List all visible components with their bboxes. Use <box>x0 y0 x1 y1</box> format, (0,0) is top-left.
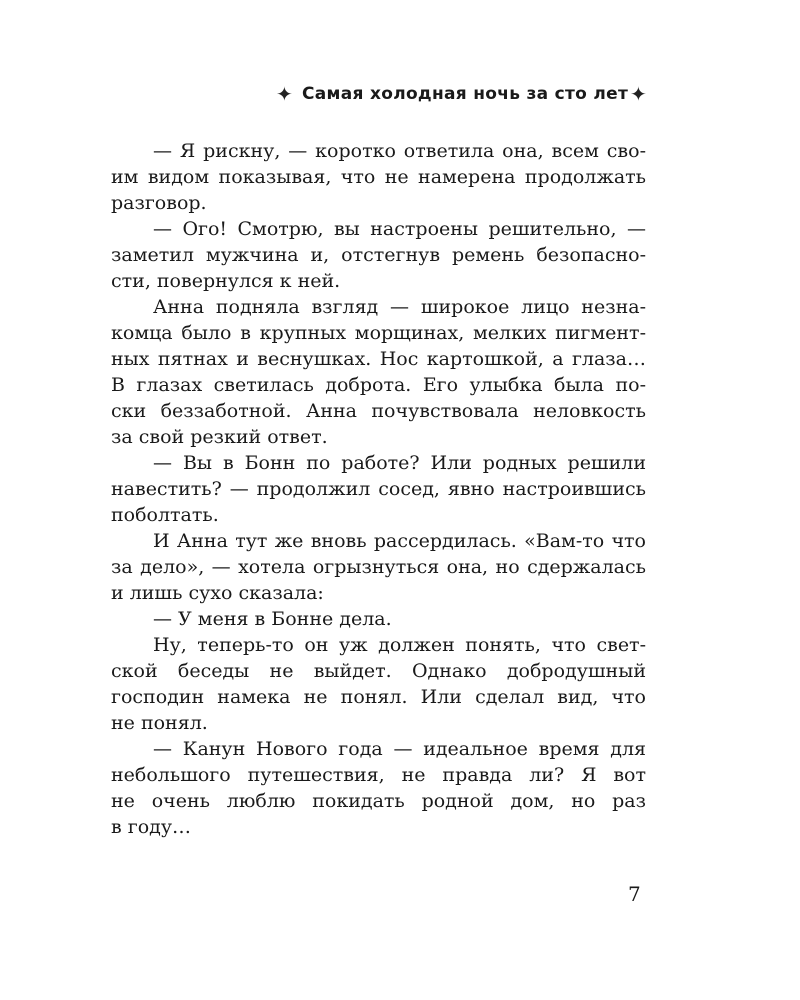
text-line: за свой резкий ответ. <box>111 426 328 448</box>
text-line: Ну, теперь-то он уж должен понять, что свет- <box>153 634 646 656</box>
page-body-text <box>111 138 646 840</box>
text-line: И Анна тут же вновь рассердилась. «Вам-то что <box>153 530 646 552</box>
text-line: разговор. <box>111 192 207 214</box>
text-line: комца было в крупных морщинах, мелких пигмент- <box>111 322 646 344</box>
text-line: — У меня в Бонне дела. <box>153 608 392 630</box>
text-line: не очень люблю покидать родной дом, но раз <box>111 790 646 812</box>
text-line: ных пятнах и веснушках. Нос картошкой, а глаза… <box>111 348 646 370</box>
running-title: Самая холодная ночь за сто лет <box>302 84 629 104</box>
text-line: заметил мужчина и, отстегнув ремень безопасно- <box>111 244 646 266</box>
text-line: господин намека не понял. Или сделал вид, что <box>111 686 646 708</box>
text-line: навестить? — продолжил сосед, явно настроившись <box>111 478 646 500</box>
text-line: Анна подняла взгляд — широкое лицо незна- <box>153 296 646 318</box>
text-line: небольшого путешествия, не правда ли? Я вот <box>111 764 646 786</box>
star-ornament-icon: ✦ <box>630 82 647 106</box>
text-line: и лишь сухо сказала: <box>111 582 324 604</box>
text-line: им видом показывая, что не намерена продолжать <box>111 166 646 188</box>
text-line: ски беззаботной. Анна почувствовала неловкость <box>111 400 646 422</box>
text-line: поболтать. <box>111 504 219 526</box>
text-line: В глазах светилась доброта. Его улыбка была по- <box>111 374 646 396</box>
page-number: 7 <box>628 882 641 906</box>
text-line: — Ого! Смотрю, вы настроены решительно, — <box>153 218 646 240</box>
running-header <box>0 80 800 110</box>
text-line: — Я рискну, — коротко ответила она, всем сво- <box>153 140 646 162</box>
text-line: за дело», — хотела огрызнуться она, но сдержалась <box>111 556 646 578</box>
text-line: — Канун Нового года — идеальное время для <box>153 738 646 760</box>
text-line: ской беседы не выйдет. Однако добродушный <box>111 660 646 682</box>
text-line: в году… <box>111 816 192 838</box>
star-ornament-icon: ✦ <box>276 82 293 106</box>
text-line: сти, повернулся к ней. <box>111 270 341 292</box>
text-line: — Вы в Бонн по работе? Или родных решили <box>153 452 646 474</box>
text-line: не понял. <box>111 712 208 734</box>
